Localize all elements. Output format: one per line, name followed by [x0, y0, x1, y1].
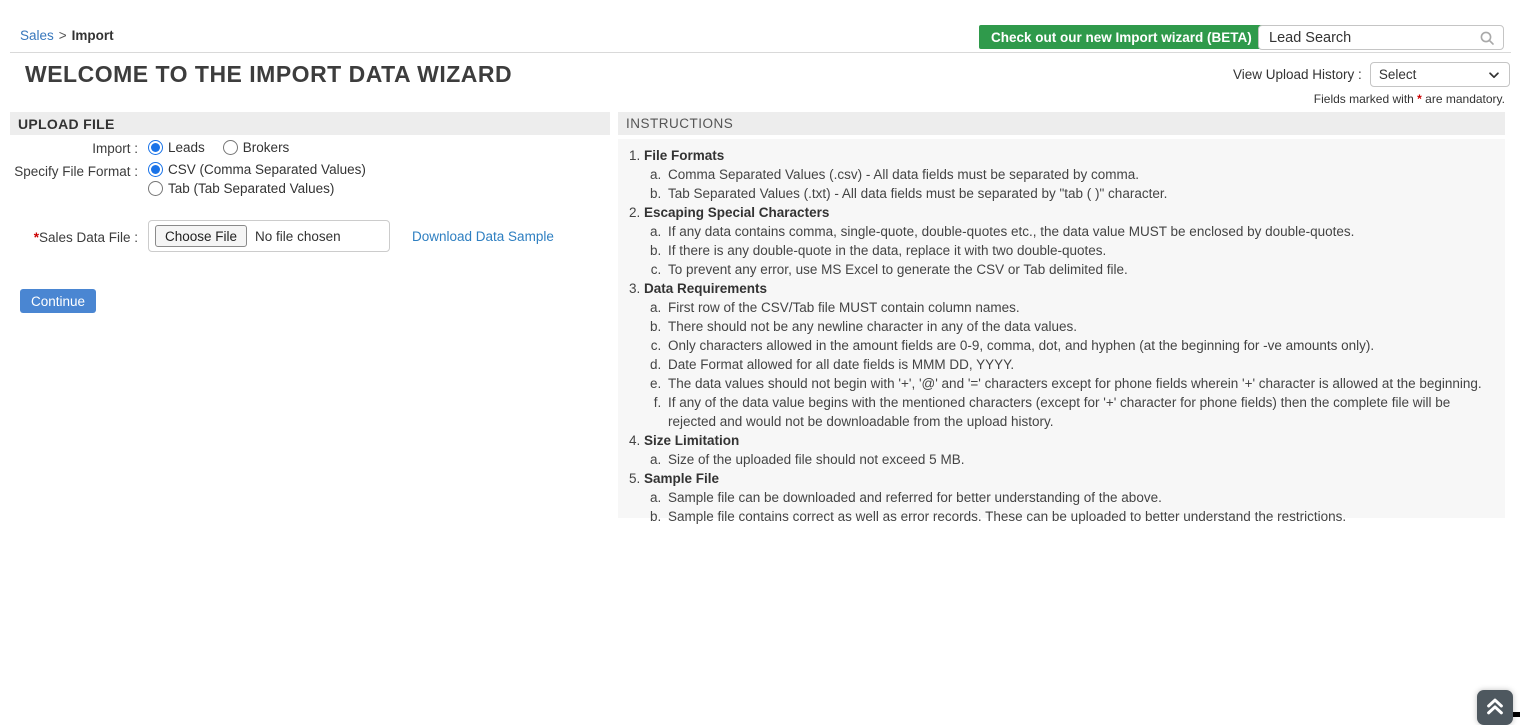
import-label: Import : [92, 141, 138, 156]
instruction-item: a. Sample file can be downloaded and referred for better understanding of the above. [665, 488, 1495, 507]
scroll-to-top-button[interactable] [1477, 690, 1513, 725]
instruction-item: b. Sample file contains correct as well as error records. These can be uploaded to better understand the restrictions. [665, 507, 1495, 526]
breadcrumb-separator: > [58, 28, 67, 43]
file-upload-box[interactable] [148, 220, 390, 252]
instruction-item: a. First row of the CSV/Tab file MUST contain column names. [665, 298, 1495, 317]
instruction-section [644, 279, 1495, 431]
instruction-section-title: Data Requirements [644, 281, 768, 296]
instruction-sublist [644, 298, 1495, 431]
instruction-item: a. Size of the uploaded file should not exceed 5 MB. [665, 450, 1495, 469]
instruction-sublist [644, 450, 1495, 469]
lead-search-input[interactable] [1267, 29, 1479, 47]
upload-history-selected-value: Select [1378, 67, 1417, 82]
radio-option-tab-tab-separated-values[interactable] [148, 181, 366, 196]
breadcrumb-current: Import [71, 28, 114, 43]
instruction-section-title: Sample File [644, 471, 720, 486]
radio-input-brokers[interactable] [223, 140, 238, 155]
choose-file-button[interactable]: Choose File [155, 225, 247, 247]
instructions-list [622, 146, 1495, 526]
radio-label-csv-comma-separated-values: CSV (Comma Separated Values) [168, 162, 366, 177]
lead-search-box[interactable] [1258, 25, 1504, 50]
download-data-sample-link[interactable]: Download Data Sample [412, 228, 554, 244]
import-wizard-beta-button[interactable]: Check out our new Import wizard (BETA) [979, 25, 1264, 49]
import-options-group [148, 139, 289, 156]
file-chosen-status: No file chosen [255, 228, 341, 244]
upload-file-panel-header [10, 112, 610, 135]
continue-button[interactable]: Continue [20, 289, 96, 313]
header-divider [10, 52, 1511, 53]
instruction-section-title: File Formats [644, 148, 725, 163]
radio-input-tab-tab-separated-values[interactable] [148, 181, 163, 196]
instruction-item: b. If there is any double-quote in the data, replace it with two double-quotes. [665, 241, 1495, 260]
corner-artifact [1513, 712, 1520, 717]
file-format-options-group [148, 162, 366, 196]
chevrons-up-icon [1484, 695, 1506, 717]
instruction-item: e. The data values should not begin with '+', '@' and '=' characters except for phone fields wherein '+' character is allowed at the beginning. [665, 374, 1495, 393]
radio-label-leads: Leads [168, 140, 205, 155]
instruction-section-title: Size Limitation [644, 433, 740, 448]
radio-label-brokers: Brokers [242, 140, 290, 155]
breadcrumb [20, 28, 114, 43]
radio-input-csv-comma-separated-values[interactable] [148, 162, 163, 177]
upload-file-panel-title: UPLOAD FILE [18, 115, 115, 132]
instruction-item: b. There should not be any newline character in any of the data values. [665, 317, 1495, 336]
radio-option-leads[interactable] [148, 140, 205, 155]
instruction-item: c. To prevent any error, use MS Excel to generate the CSV or Tab delimited file. [665, 260, 1495, 279]
upload-form [10, 139, 610, 258]
radio-option-csv-comma-separated-values[interactable] [148, 162, 366, 177]
upload-history-select[interactable] [1370, 62, 1510, 87]
instruction-section [644, 469, 1495, 526]
mandatory-note-suffix: are mandatory. [1421, 92, 1505, 106]
instruction-section-title: Escaping Special Characters [644, 205, 830, 220]
search-icon [1479, 30, 1495, 46]
upload-history-row [1233, 62, 1510, 87]
instruction-item: a. Comma Separated Values (.csv) - All data fields must be separated by comma. [665, 165, 1495, 184]
instructions-panel-header [618, 112, 1505, 135]
sales-data-file-label-text: Sales Data File : [38, 229, 138, 245]
sales-data-file-row [10, 220, 610, 252]
import-type-row [10, 139, 610, 156]
instruction-item: b. Tab Separated Values (.txt) - All data fields must be separated by "tab ( )" character. [665, 184, 1495, 203]
instruction-section [644, 431, 1495, 469]
mandatory-star: * [1417, 92, 1422, 106]
instruction-item: d. Date Format allowed for all date fields is MMM DD, YYYY. [665, 355, 1495, 374]
page-title: WELCOME TO THE IMPORT DATA WIZARD [25, 61, 513, 87]
required-star: * [33, 229, 39, 245]
chevron-down-icon [1487, 68, 1501, 82]
instructions-panel-body [618, 139, 1505, 524]
breadcrumb-sales-link[interactable]: Sales [20, 28, 54, 43]
instructions-panel-title: INSTRUCTIONS [626, 116, 734, 131]
file-format-row [10, 162, 610, 196]
mandatory-fields-note [1314, 92, 1505, 106]
sales-data-file-label [10, 228, 148, 245]
radio-label-tab-tab-separated-values: Tab (Tab Separated Values) [168, 181, 335, 196]
radio-input-leads[interactable] [148, 140, 163, 155]
radio-option-brokers[interactable] [223, 140, 290, 155]
instruction-item: f. If any of the data value begins with the mentioned characters (except for '+' character for phone fields) then the complete file will be rejected and would not be downloadable from the upload history. [665, 393, 1495, 431]
upload-history-label: View Upload History : [1233, 67, 1362, 82]
instruction-sublist [644, 222, 1495, 279]
instruction-item: c. Only characters allowed in the amount fields are 0-9, comma, dot, and hyphen (at the beginning for -ve amounts only). [665, 336, 1495, 355]
instruction-section [644, 203, 1495, 279]
file-format-label: Specify File Format : [14, 164, 138, 179]
instruction-sublist [644, 165, 1495, 203]
instruction-section [644, 146, 1495, 203]
instruction-sublist [644, 488, 1495, 526]
instruction-item: a. If any data contains comma, single-quote, double-quotes etc., the data value MUST be enclosed by double-quotes. [665, 222, 1495, 241]
mandatory-note-prefix: Fields marked with [1313, 92, 1418, 106]
